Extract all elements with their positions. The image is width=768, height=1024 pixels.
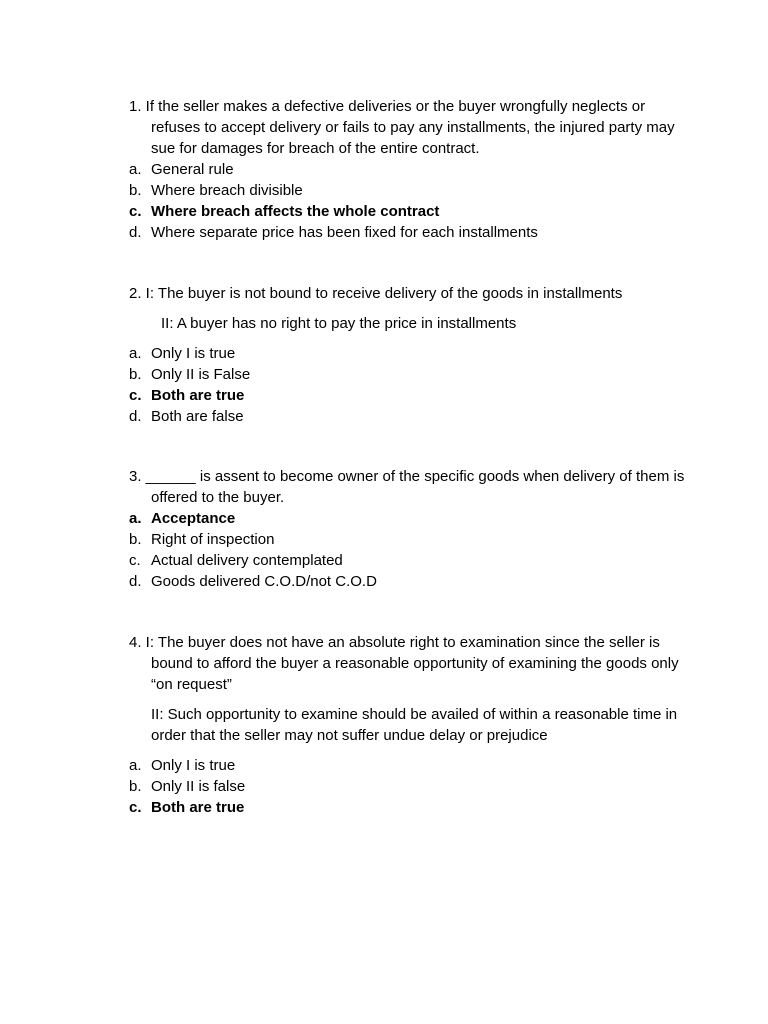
option-letter: b. <box>129 366 142 383</box>
option-list <box>129 755 689 818</box>
option-letter: b. <box>129 778 142 795</box>
question-stem: 3. ______ is assent to become owner of the specific goods when delivery of them is offered to the buyer. <box>129 468 685 506</box>
option-text: Only II is false <box>151 778 246 795</box>
option-a <box>129 343 689 364</box>
option-text: Only I is true <box>151 345 236 362</box>
option-c-answer <box>129 797 689 818</box>
question-stem: 4. I: The buyer does not have an absolute right to examination since the seller is bound to afford the buyer a reasonable opportunity of examining the goods only “on request” <box>129 634 679 693</box>
option-a <box>129 159 689 180</box>
option-text: Actual delivery contemplated <box>151 552 343 569</box>
option-letter: d. <box>129 408 142 425</box>
option-letter: b. <box>129 531 142 548</box>
statement-ii: II: A buyer has no right to pay the price in installments <box>161 315 517 332</box>
option-text: Both are false <box>151 408 244 425</box>
option-text: Goods delivered C.O.D/not C.O.D <box>151 573 377 590</box>
option-text: Where breach divisible <box>151 182 303 199</box>
option-text: Acceptance <box>151 510 236 527</box>
option-b <box>129 180 689 201</box>
option-list <box>129 343 689 427</box>
option-a <box>129 755 689 776</box>
option-text: Where breach affects the whole contract <box>151 203 440 220</box>
option-letter: d. <box>129 224 142 241</box>
question-3 <box>129 466 689 592</box>
option-c-answer <box>129 385 689 406</box>
option-list <box>129 159 689 243</box>
option-d <box>129 222 689 243</box>
option-text: Where separate price has been fixed for each installments <box>151 224 538 241</box>
question-2 <box>129 283 689 427</box>
option-text: Right of inspection <box>151 531 275 548</box>
option-letter: d. <box>129 573 142 590</box>
option-c <box>129 550 689 571</box>
question-1 <box>129 96 689 243</box>
statement-ii: II: Such opportunity to examine should be availed of within a reasonable time in order that the seller may not suffer undue delay or prejudice <box>151 706 678 744</box>
option-letter: a. <box>129 510 142 527</box>
option-b <box>129 529 689 550</box>
option-d <box>129 571 689 592</box>
option-letter: c. <box>129 387 142 404</box>
option-b <box>129 364 689 385</box>
option-letter: c. <box>129 203 142 220</box>
option-text: Both are true <box>151 799 245 816</box>
option-letter: a. <box>129 345 142 362</box>
option-letter: c. <box>129 552 141 569</box>
option-text: General rule <box>151 161 234 178</box>
option-text: Both are true <box>151 387 245 404</box>
option-text: Only II is False <box>151 366 251 383</box>
question-stem: 1. If the seller makes a defective deliveries or the buyer wrongfully neglects or refuses to accept delivery or fails to pay any installments, the injured party may sue for damages for breach of the entire contract. <box>129 98 675 157</box>
option-c-answer <box>129 201 689 222</box>
option-a-answer <box>129 508 689 529</box>
option-letter: a. <box>129 757 142 774</box>
option-letter: b. <box>129 182 142 199</box>
option-d <box>129 406 689 427</box>
option-letter: c. <box>129 799 142 816</box>
question-4 <box>129 632 689 818</box>
option-text: Only I is true <box>151 757 236 774</box>
option-letter: a. <box>129 161 142 178</box>
question-stem: 2. I: The buyer is not bound to receive delivery of the goods in installments <box>129 285 623 302</box>
option-list <box>129 508 689 592</box>
option-b <box>129 776 689 797</box>
